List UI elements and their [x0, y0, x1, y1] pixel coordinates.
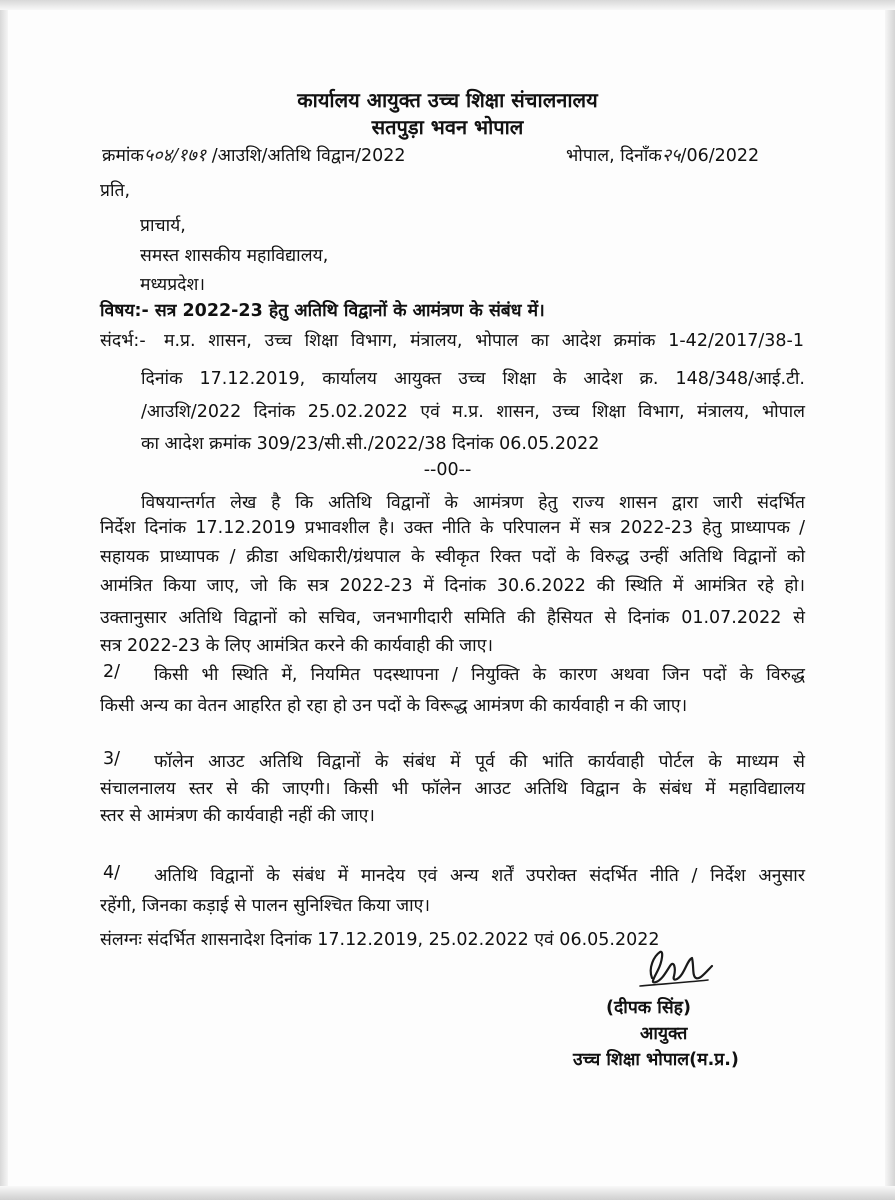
enclosure-line: संलग्नः संदर्भित शासनादेश दिनांक 17.12.2019, 25.02.2022 एवं 06.05.2022 [100, 930, 660, 950]
para4-line-2: रहेंगी, जिनका कड़ाई से पालन सुनिश्चित किया जाए। [100, 896, 430, 916]
page-shadow-left [0, 0, 8, 1200]
addressee-to: प्रति, [100, 181, 131, 201]
para3-line-2: संचालनालय स्तर से की जाएगी। किसी भी फॉलेन आउट अतिथि विद्वान के संबंध में महाविद्यालय [100, 779, 805, 799]
addressee-line-3: मध्यप्रदेश। [140, 275, 205, 295]
reference-line-1: म.प्र. शासन, उच्च शिक्षा विभाग, मंत्रालय, भोपाल का आदेश क्रमांक 1-42/2017/38-1 [164, 331, 804, 351]
reference-suffix: /आउशि/अतिथि विद्वान/2022 [211, 146, 406, 166]
reference-line-4: का आदेश क्रमांक 309/23/सी.सी./2022/38 दिनांक 06.05.2022 [141, 434, 600, 454]
para3-number: 3/ [103, 749, 121, 769]
para4-line-1: अतिथि विद्वानों के संबंध में मानदेय एवं अन्य शर्तें उपरोक्त संदर्भित नीति / निर्देश अनुसार [154, 866, 805, 886]
office-title: कार्यालय आयुक्त उच्च शिक्षा संचालनालय [297, 88, 598, 112]
page-shadow-right [885, 0, 895, 1200]
para4-number: 4/ [103, 863, 121, 883]
para1-line-5: उक्तानुसार अतिथि विद्वानों को सचिव, जनभागीदारी समिति की हैसियत से दिनांक 01.07.2022 से [100, 608, 805, 628]
references-label: संदर्भ:- [100, 331, 146, 351]
signatory-designation: आयुक्त [640, 1024, 688, 1044]
reference-number [102, 143, 406, 167]
reference-line-3: /आउशि/2022 दिनांक 25.02.2022 एवं म.प्र. शासन, उच्च शिक्षा विभाग, मंत्रालय, भोपाल [141, 402, 805, 422]
para1-line-2: निर्देश दिनांक 17.12.2019 प्रभावशील है। उक्त नीति के परिपालन में सत्र 2022-23 हेतु प्राध्यापक / [100, 518, 805, 538]
para1-line-1: विषयान्तर्गत लेख है कि अतिथि विद्वानों के आमंत्रण हेतु राज्य शासन द्वारा जारी संदर्भित [141, 493, 805, 513]
para3-line-3: स्तर से आमंत्रण की कार्यवाही नहीं की जाए। [100, 806, 375, 826]
addressee-line-1: प्राचार्य, [140, 216, 186, 236]
handwritten-signature [630, 938, 740, 998]
signatory-name: (दीपक सिंह) [606, 998, 691, 1018]
page-shadow-bottom [0, 1186, 895, 1200]
page-shadow-top [0, 0, 895, 10]
place-date-prefix: भोपाल, दिनाँक [566, 146, 662, 166]
date-suffix: /06/2022 [680, 146, 760, 166]
para2-line-2: किसी अन्य का वेतन आहरित हो रहा हो उन पदों के विरूद्ध आमंत्रण की कार्यवाही न की जाए। [100, 696, 688, 716]
reference-line-2: दिनांक 17.12.2019, कार्यालय आयुक्त उच्च शिक्षा के आदेश क्र. 148/348/आई.टी. [141, 369, 805, 389]
separator: --00-- [423, 460, 472, 480]
para3-line-1: फॉलेन आउट अतिथि विद्वानों के संबंध में पूर्व की भांति कार्यवाही पोर्टल के माध्यम से [154, 752, 805, 772]
para2-number: 2/ [103, 662, 121, 682]
handwritten-day: २५ [661, 145, 681, 166]
addressee-line-2: समस्त शासकीय महाविद्यालय, [140, 246, 329, 266]
para2-line-1: किसी भी स्थिति में, नियमित पदस्थापना / नियुक्ति के कारण अथवा जिन पदों के विरुद्ध [154, 665, 805, 685]
para1-line-6: सत्र 2022-23 के लिए आमंत्रित करने की कार्यवाही की जाए। [100, 636, 493, 656]
para1-line-4: आमंत्रित किया जाए, जो कि सत्र 2022-23 में दिनांक 30.6.2022 की स्थिति में आमंत्रित रहे हो। [100, 576, 805, 596]
place-date [566, 143, 759, 167]
subject-line: विषय:- सत्र 2022-23 हेतु अतिथि विद्वानों के आमंत्रण के संबंध में। [100, 301, 545, 321]
handwritten-number: ५०४/१७१ [143, 145, 207, 166]
reference-prefix: क्रमांक [102, 146, 144, 166]
office-address: सतपुड़ा भवन भोपाल [371, 115, 524, 139]
para1-line-3: सहायक प्राध्यापक / क्रीडा अधिकारी/ग्रंथपाल के स्वीकृत रिक्त पदों के विरुद्ध उन्हीं अतिथि विद्वानों को [100, 547, 805, 567]
signatory-office: उच्च शिक्षा भोपाल(म.प्र.) [573, 1050, 739, 1070]
